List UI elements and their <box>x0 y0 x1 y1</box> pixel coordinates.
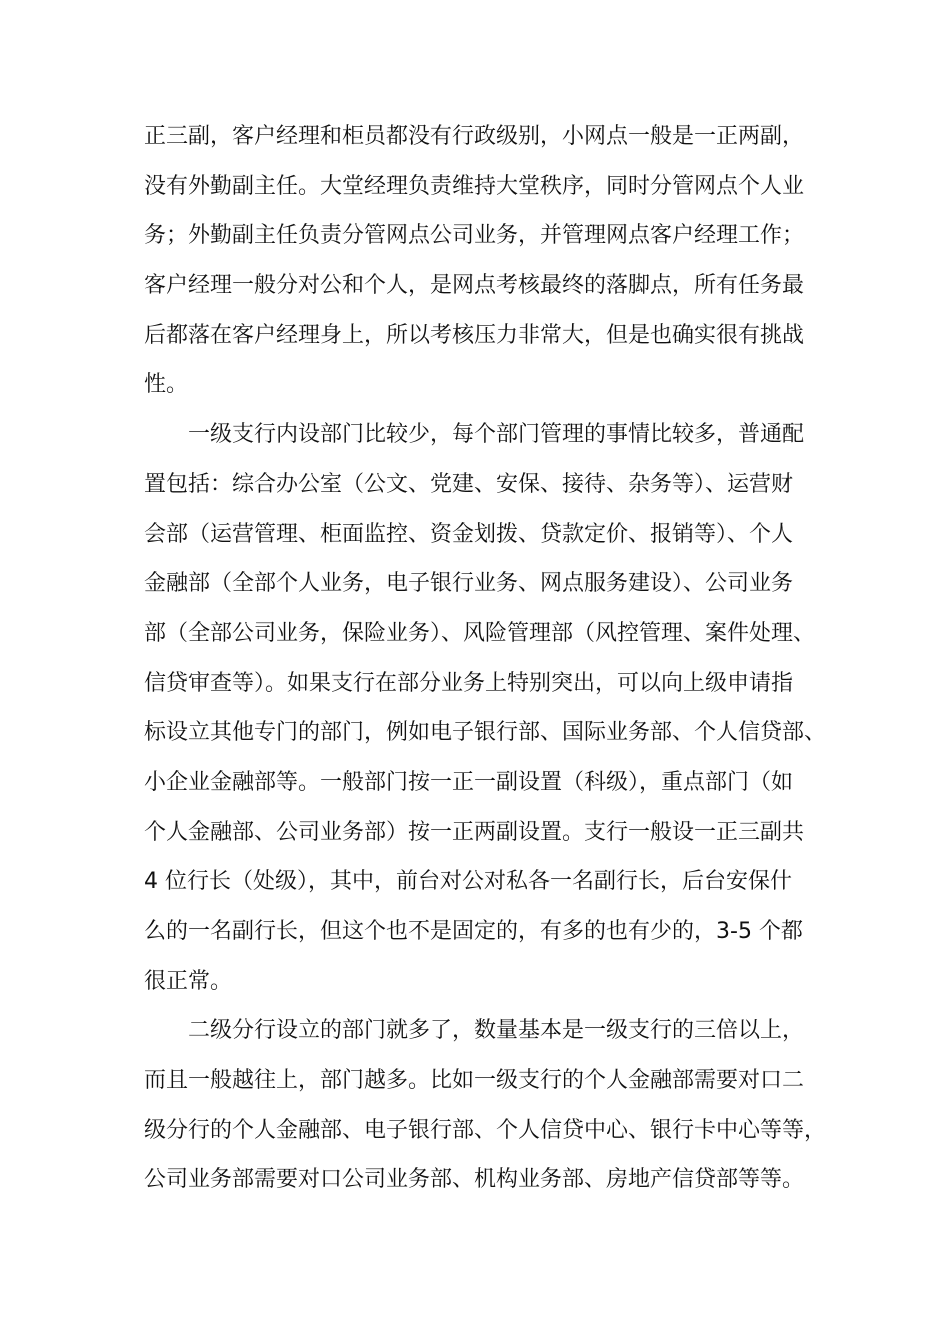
text-line: 而且一般越往上，部门越多。比如一级支行的个人金融部需要对口二 <box>144 1068 805 1094</box>
text-line: 一级支行内设部门比较少，每个部门管理的事情比较多，普通配 <box>188 422 805 448</box>
text-line: 信贷审查等）。如果支行在部分业务上特别突出，可以向上级申请指 <box>144 670 794 696</box>
text-line: 标设立其他专门的部门，例如电子银行部、国际业务部、个人信贷部、 <box>144 720 827 746</box>
paragraph-3 <box>144 1006 827 1205</box>
text-line: 会部（运营管理、柜面监控、资金划拨、贷款定价、报销等）、个人 <box>144 521 794 547</box>
text-line: 没有外勤副主任。大堂经理负责维持大堂秩序，同时分管网点个人业 <box>144 173 805 199</box>
text-line: 小企业金融部等。一般部门按一正一副设置（科级），重点部门（如 <box>144 769 794 795</box>
text-line: 级分行的个人金融部、电子银行部、个人信贷中心、银行卡中心等等， <box>144 1117 827 1143</box>
text-line: 务；外勤副主任负责分管网点公司业务，并管理网点客户经理工作； <box>144 223 805 249</box>
text-line: 公司业务部需要对口公司业务部、机构业务部、房地产信贷部等等。 <box>144 1167 805 1193</box>
text-line: 客户经理一般分对公和个人，是网点考核最终的落脚点，所有任务最 <box>144 273 805 299</box>
text-line: 4 位行长（处级），其中，前台对公对私各一名副行长，后台安保什 <box>144 869 792 895</box>
document-body <box>144 112 827 1205</box>
paragraph-1 <box>144 112 814 410</box>
text-line: 很正常。 <box>144 968 233 994</box>
paragraph-2 <box>144 410 827 1006</box>
text-line: 正三副，客户经理和柜员都没有行政级别，小网点一般是一正两副， <box>144 124 805 149</box>
text-line: 么的一名副行长，但这个也不是固定的，有多的也有少的，3-5 个都 <box>144 919 803 944</box>
text-line: 金融部（全部个人业务，电子银行业务、网点服务建设）、公司业务 <box>144 571 794 597</box>
text-line: 性。 <box>144 372 189 398</box>
text-line: 部（全部公司业务，保险业务）、风险管理部（风控管理、案件处理、 <box>144 620 816 646</box>
text-line: 后都落在客户经理身上，所以考核压力非常大，但是也确实很有挑战 <box>144 322 805 348</box>
text-line: 置包括：综合办公室（公文、党建、安保、接待、杂务等）、运营财 <box>144 471 794 497</box>
text-line: 二级分行设立的部门就多了，数量基本是一级支行的三倍以上， <box>188 1018 805 1044</box>
text-line: 个人金融部、公司业务部）按一正两副设置。支行一般设一正三副共 <box>144 819 805 845</box>
